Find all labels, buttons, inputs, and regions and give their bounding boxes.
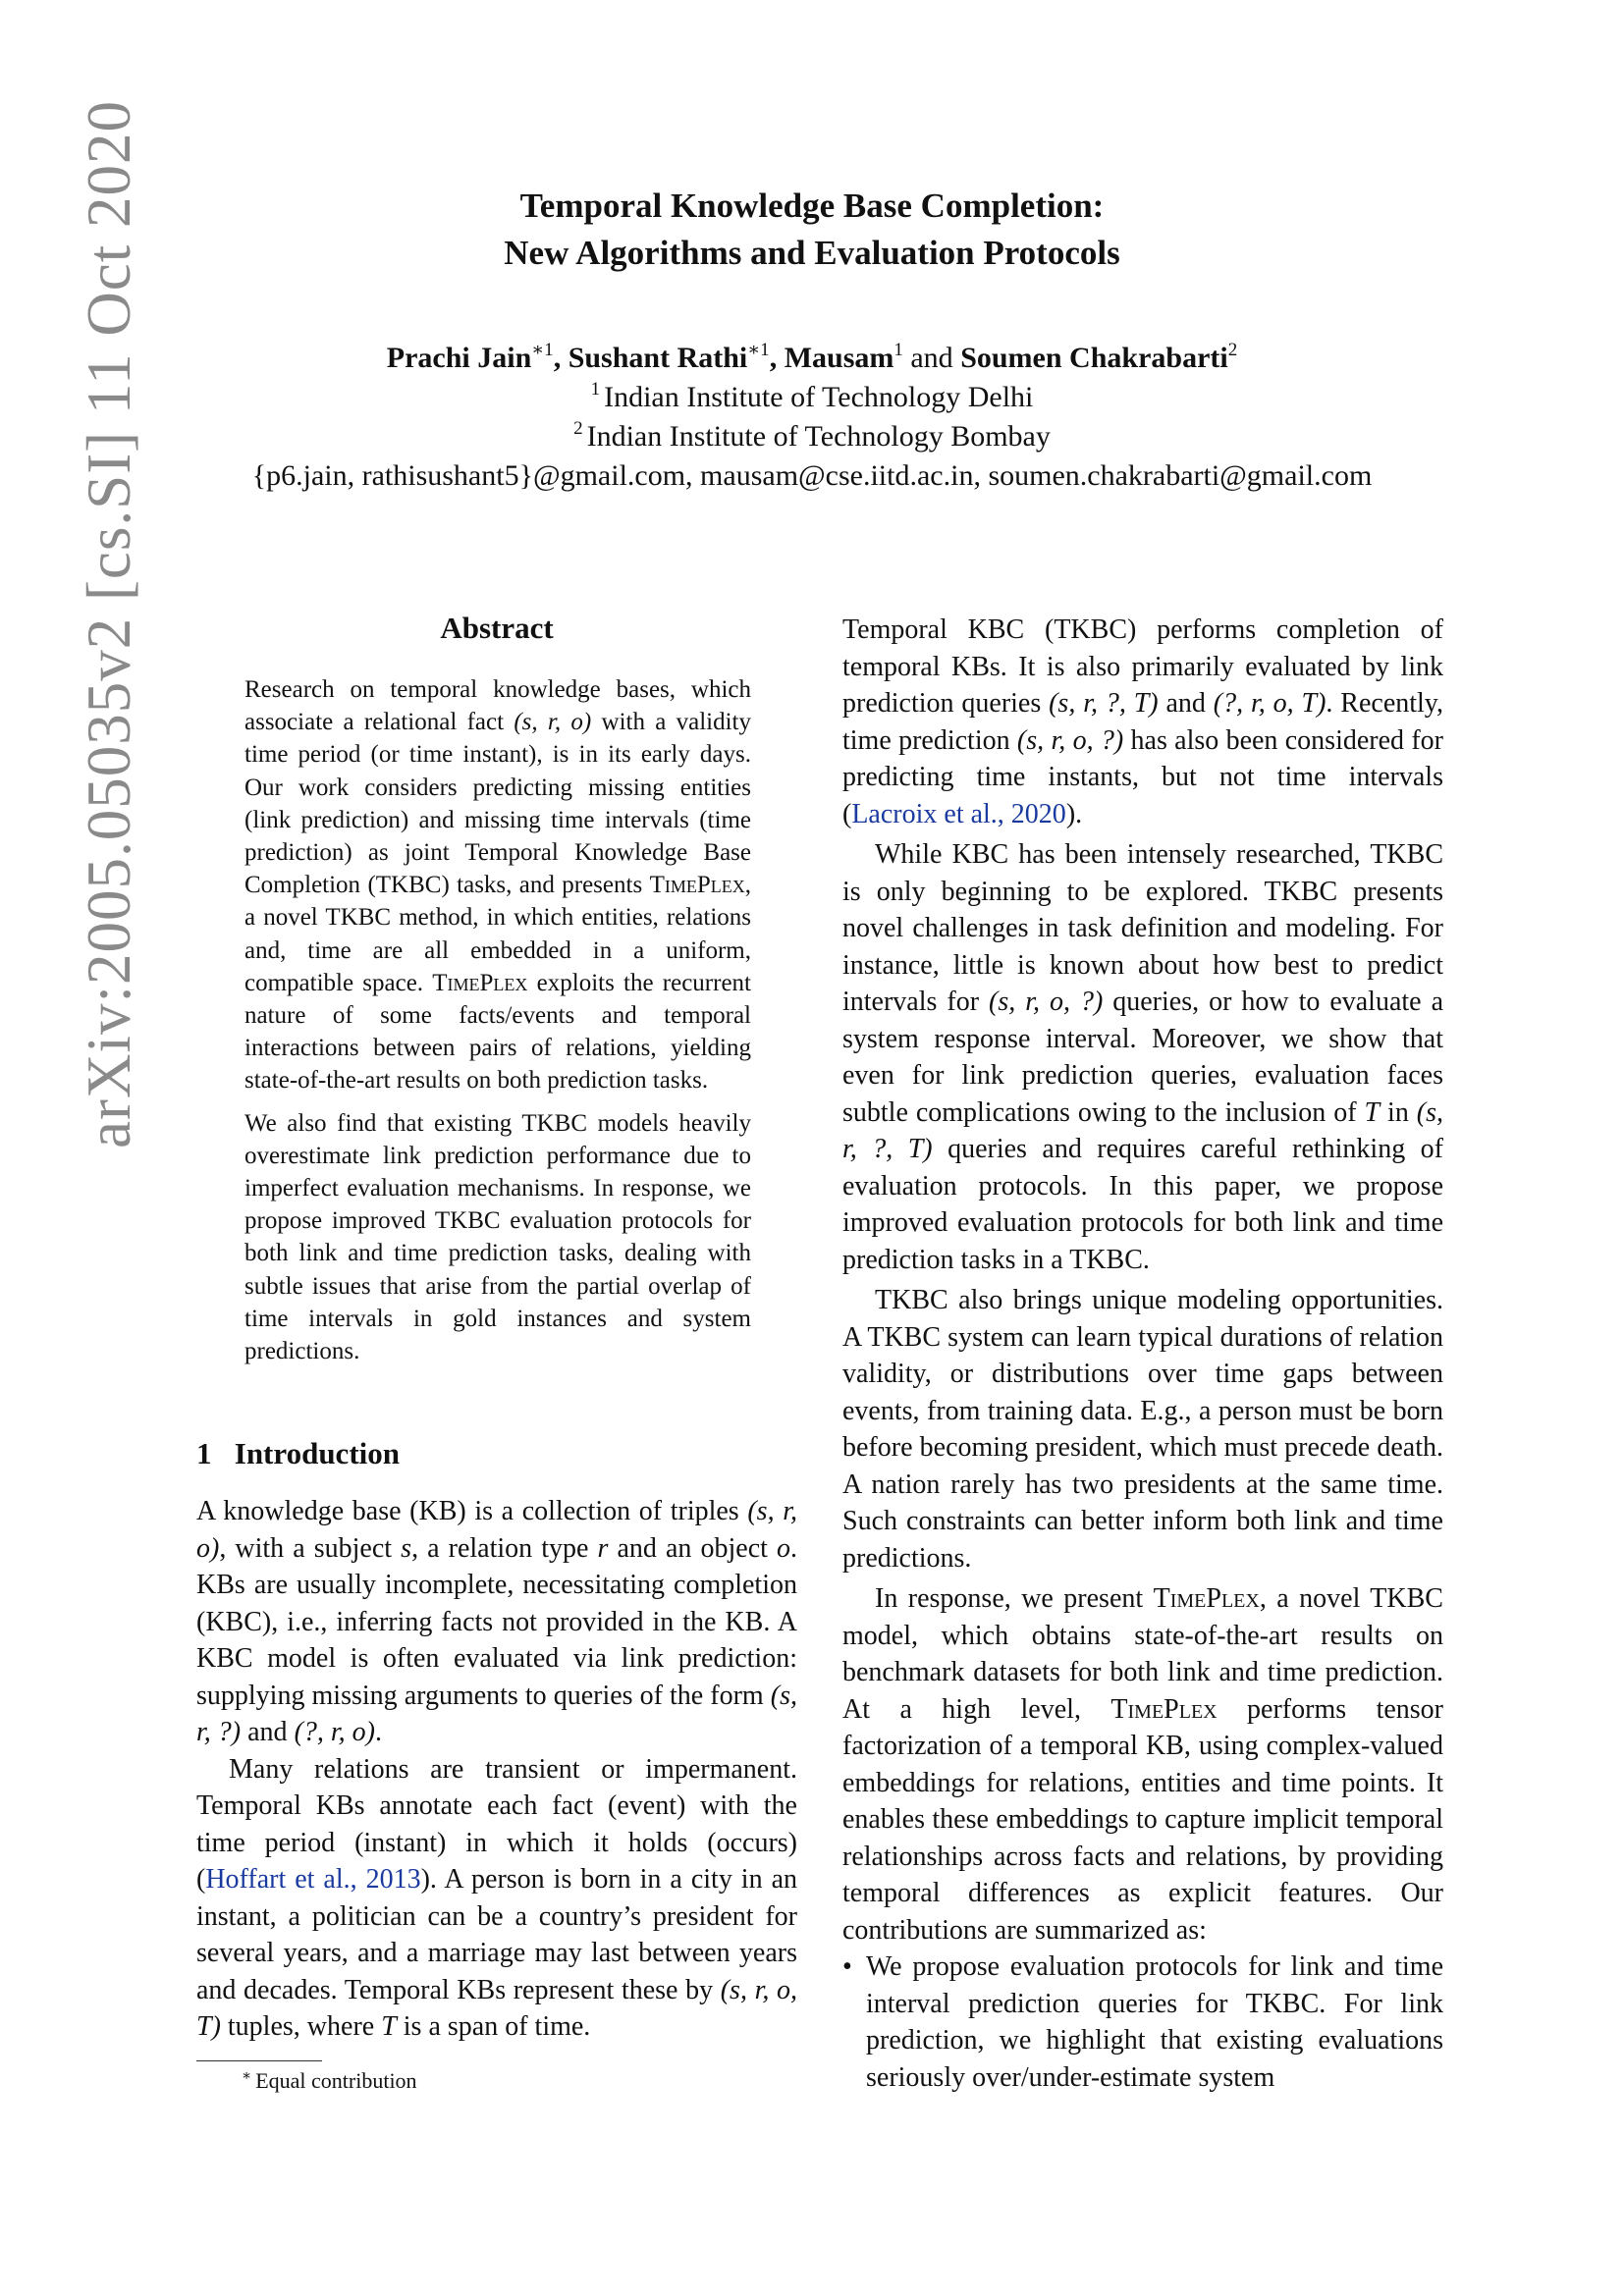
abstract-heading: Abstract — [440, 611, 554, 645]
footnote — [242, 2067, 417, 2095]
affiliation-2 — [0, 417, 1624, 456]
abstract-paragraph-2: We also find that existing TKBC models heavily overestimate link prediction performance due to imperfect evaluation mechanisms. In response, we propose improved TKBC evaluation protocols for both link and time prediction tasks, dealing with subtle issues that arise from the partial overlap of time intervals in gold instances and system predictions. — [244, 1109, 751, 1365]
intro-paragraph-1: A knowledge base (KB) is a collection of triples (s, r, o), with a subject s, a relation type r and an object o. KBs are usually incomplete, necessitating completion (KBC), i.e., inferring facts not provided in the KB. A KBC model is often evaluated via link prediction: supplying missing arguments to queries of the form (s, r, ?) and (?, r, o). — [196, 1496, 797, 1747]
affiliation-name: Indian Institute of Technology Bombay — [586, 420, 1051, 453]
author-name: Soumen Chakrabarti — [960, 342, 1228, 374]
footnote-rule — [196, 2060, 322, 2061]
abstract-body — [244, 673, 751, 1377]
author-name: Mausam — [784, 342, 894, 374]
affiliation-mark: 2 — [573, 418, 583, 439]
author-list: Prachi Jain$^{∗1}$, Sushant Rathi$^{∗1}$, Mausam$^1$ and Soumen Chakrabarti$^2$ — [386, 340, 1238, 374]
citation-link[interactable]: Hoffart et al., 2013 — [205, 1864, 421, 1895]
arxiv-side-stamp: arXiv:2005.05035v2 [cs.SI] 11 Oct 2020 — [75, 99, 143, 1148]
right-paragraph-2: While KBC has been intensely researched, TKBC is only beginning to be explored. TKBC presents novel challenges in task definition and modeling. For instance, little is known about how best to predict intervals for (s, r, o, ?) queries, or how to evaluate a system response interval. Moreover, we show that even for link prediction queries, evaluation faces subtle complications owing to the inclusion of T in (s, r, ?, T) queries and requires careful rethinking of evaluation protocols. In this paper, we propose improved evaluation protocols for both link and time prediction tasks in a TKBC. — [842, 839, 1444, 1275]
affiliation-mark: 1 — [590, 379, 601, 400]
contribution-bullet-1 — [842, 1949, 1443, 2096]
paper-title-line-2: New Algorithms and Evaluation Protocols — [504, 234, 1120, 272]
author-mark: 1 — [893, 340, 903, 360]
paper-title-line-1: Temporal Knowledge Base Completion: — [519, 187, 1105, 225]
abstract-paragraph-1: Research on temporal knowledge bases, which associate a relational fact (s, r, o) with a validity time period (or time instant), is in its early days. Our work considers predicting missing entities (link prediction) and missing time intervals (time prediction) as joint Temporal Knowledge Base Completion (TKBC) tasks, and presents TimePlex, a novel TKBC method, in which entities, relations and, time are all embedded in a uniform, compatible space. TimePlex exploits the recurrent nature of some facts/events and temporal interactions between pairs of relations, yielding state-of-the-art results on both prediction tasks. — [244, 676, 751, 1095]
section-heading-introduction: 1 Introduction — [196, 1436, 400, 1470]
footnote-text: Equal contribution — [255, 2068, 417, 2093]
author-name: Prachi Jain — [386, 342, 532, 374]
author-mark: 2 — [1227, 340, 1238, 360]
right-paragraph-3: TKBC also brings unique modeling opportunities. A TKBC system can learn typical durations of relation validity, or distributions over time gaps between events, from training data. E.g., a person must be born before becoming president, which must precede death. A nation rarely has two presidents at the same time. Such constraints can better inform both link and time predictions. — [842, 1285, 1443, 1574]
footnote-mark: ∗ — [242, 2068, 252, 2084]
right-paragraph-1: Temporal KBC (TKBC) performs completion of temporal KBs. It is also primarily evaluated by link prediction queries (s, r, ?, T) and (?, r, o, T). Recently, time prediction (s, r, o, ?) has also been considered for predicting time instants, but not time intervals (Lacroix et al., 2020). — [842, 614, 1443, 829]
author-mark: ∗1 — [531, 340, 554, 360]
author-conjunction: and — [910, 342, 953, 374]
introduction-left-column — [196, 1493, 797, 2046]
affiliation-1 — [0, 378, 1624, 417]
right-paragraph-4: In response, we present TimePlex, a novel TKBC model, which obtains state-of-the-art results on benchmark datasets for both link and time prediction. At a high level, TimePlex performs tensor factorization of a temporal KB, using complex-valued embeddings for relations, entities and time points. It enables these embeddings to capture implicit temporal relationships across facts and relations, by providing temporal differences as explicit features. Our contributions are summarized as: — [842, 1583, 1443, 1946]
author-name: Sushant Rathi — [568, 342, 748, 374]
citation-link[interactable]: Lacroix et al., 2020 — [851, 798, 1066, 829]
bullet-text: We propose evaluation protocols for link and time interval prediction queries for TKBC. For link prediction, we highlight that existing evaluations seriously over/under-estimate system — [866, 1951, 1443, 2093]
author-emails: {p6.jain, rathisushant5}@gmail.com, mausam@cse.iitd.ac.in, soumen.chakrabarti@gmail.com — [251, 459, 1373, 492]
right-column — [842, 612, 1443, 2096]
bullet-dot: • — [842, 1951, 852, 1982]
intro-paragraph-2: Many relations are transient or impermanent. Temporal KBs annotate each fact (event) with the time period (instant) in which it holds (occurs) (Hoffart et al., 2013). A person is born in a city in an instant, a politician can be a country’s president for several years, and a marriage may last between years and decades. Temporal KBs represent these by (s, r, o, T) tuples, where T is a span of time. — [196, 1753, 797, 2042]
author-mark: ∗1 — [747, 340, 770, 360]
affiliation-name: Indian Institute of Technology Delhi — [604, 381, 1034, 413]
